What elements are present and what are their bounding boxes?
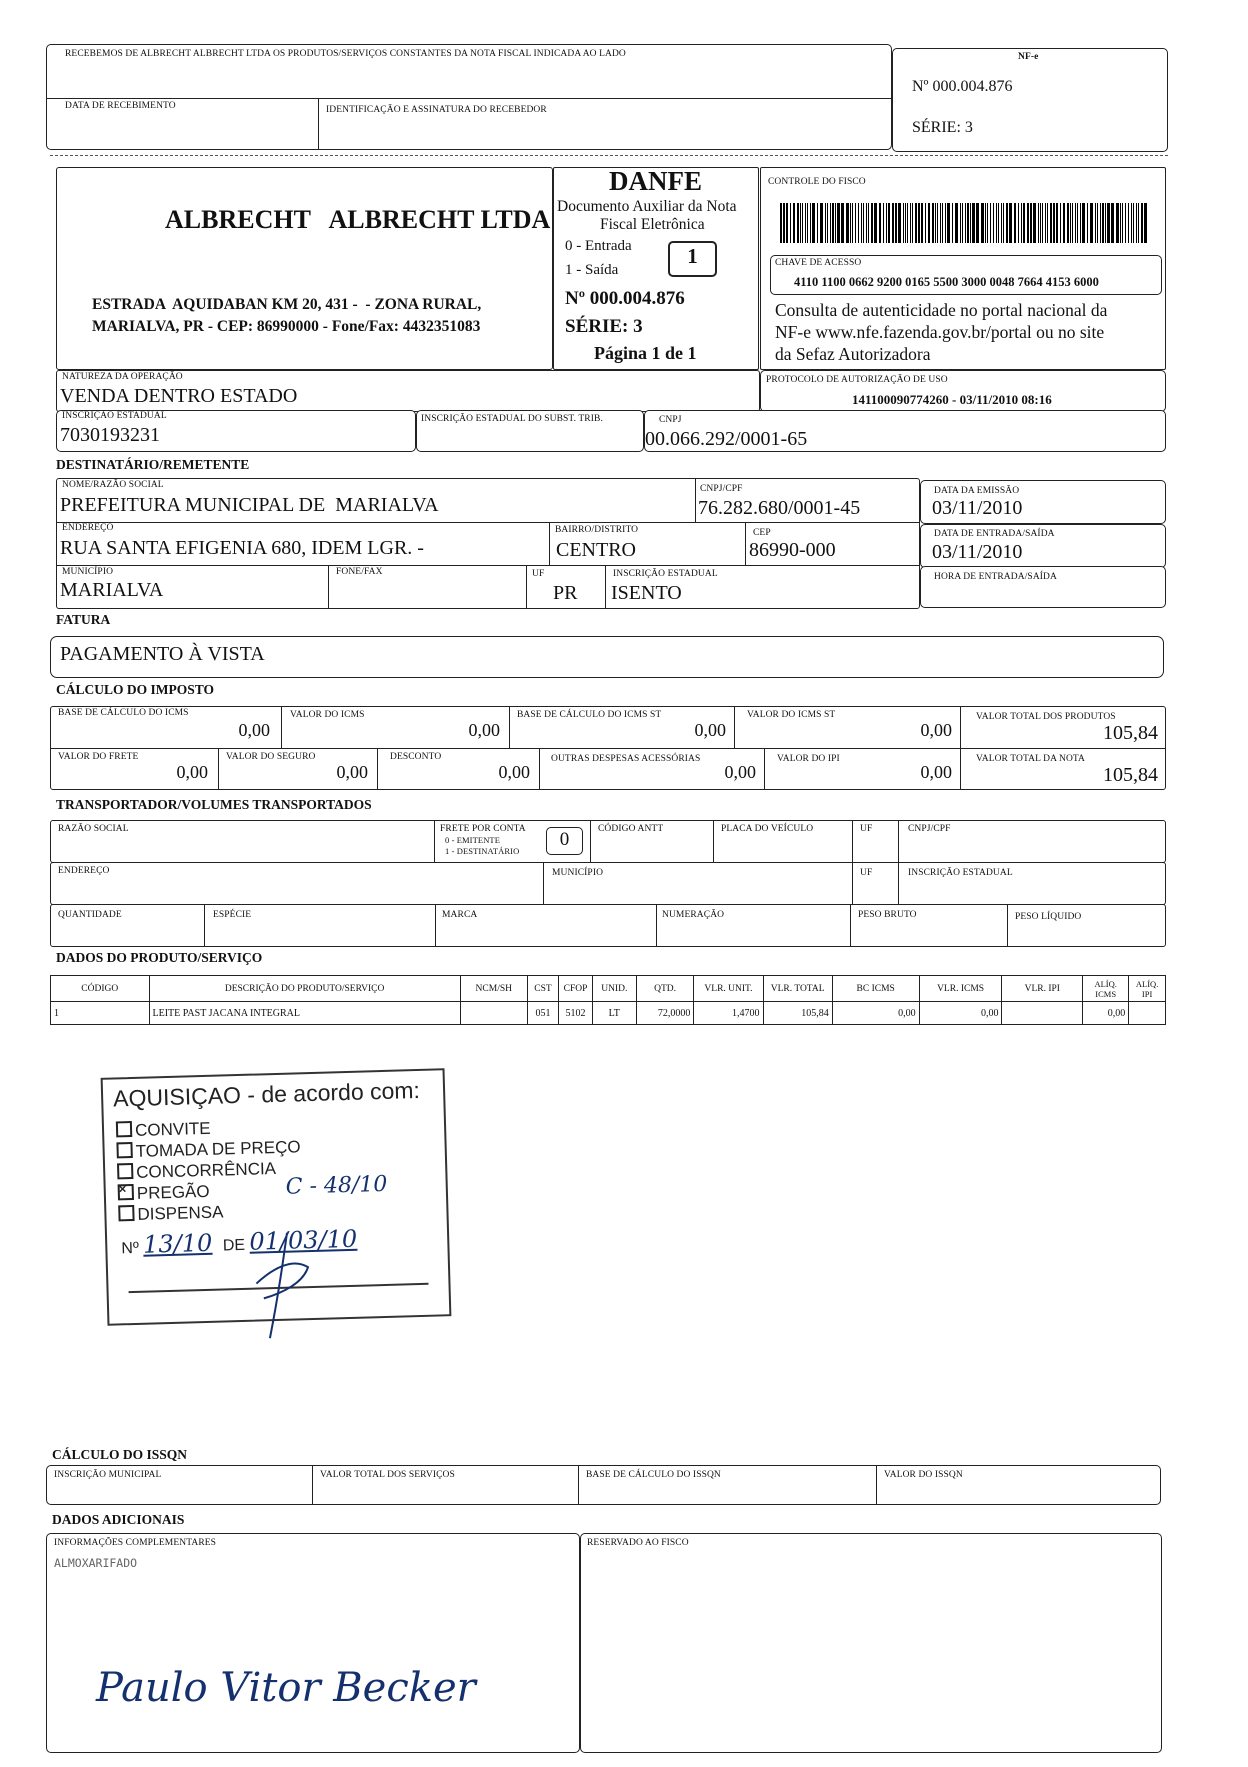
icms-base-value: 0,00	[238, 720, 270, 740]
stamp-number: 13/10	[142, 1228, 213, 1259]
recipient-ie-label: INSCRIÇÃO ESTADUAL	[613, 569, 718, 579]
access-key-label: CHAVE DE ACESSO	[775, 258, 862, 268]
issuer-address-2: MARIALVA, PR - CEP: 86990000 - Fone/Fax: 4432351083	[92, 318, 481, 335]
nfe-label: NF-e	[1018, 52, 1039, 62]
issue-date-value: 03/11/2010	[932, 497, 1023, 519]
total-products-label: VALOR TOTAL DOS PRODUTOS	[976, 712, 1116, 722]
checkbox-icon	[118, 1205, 134, 1221]
entry-exit-time-label: HORA DE ENTRADA/SAÍDA	[934, 572, 1057, 582]
antt-code-label: CÓDIGO ANTT	[598, 824, 664, 834]
products-header-row	[51, 976, 1166, 1002]
freight-label: VALOR DO FRETE	[58, 752, 139, 762]
carrier-city-label: MUNICÍPIO	[552, 868, 604, 878]
icms-st-value-value: 0,00	[920, 720, 952, 740]
other-expenses-label: OUTRAS DESPESAS ACESSÓRIAS	[551, 754, 701, 764]
issuer-ie-label: INSCRIÇÃO ESTADUAL	[62, 411, 167, 421]
checkbox-icon	[116, 1121, 132, 1137]
ipi-value-label: VALOR DO IPI	[777, 754, 840, 764]
issqn-section-title: CÁLCULO DO ISSQN	[52, 1447, 188, 1462]
carrier-cnpj-label: CNPJ/CPF	[908, 824, 951, 834]
recipient-uf-value: PR	[553, 582, 578, 604]
ipi-value-value: 0,00	[920, 762, 952, 782]
complementary-info-label: INFORMAÇÕES COMPLEMENTARES	[54, 1538, 217, 1548]
cell-icms: 0,00	[919, 1002, 1002, 1025]
access-key-value: 4110 1100 0662 9200 0165 5500 3000 0048 7664 4153 6000	[794, 275, 1099, 289]
col-header: VLR. UNIT.	[694, 976, 763, 1002]
authenticity-text-3: da Sefaz Autorizadora	[775, 344, 931, 364]
stamp-handwritten-ref: C - 48/10	[285, 1171, 388, 1200]
total-invoice-label: VALOR TOTAL DA NOTA	[976, 754, 1086, 764]
stamp-date: 01/03/10	[249, 1224, 358, 1256]
danfe-number: Nº 000.004.876	[565, 288, 685, 309]
recipient-address-value: RUA SANTA EFIGENIA 680, IDEM LGR. -	[60, 537, 424, 559]
recipient-uf-label: UF	[532, 569, 545, 579]
recipient-district-label: BAIRRO/DISTRITO	[555, 525, 639, 535]
municipal-registration-label: INSCRIÇÃO MUNICIPAL	[54, 1470, 162, 1480]
cell-bc-icms: 0,00	[832, 1002, 919, 1025]
icms-st-base-value: 0,00	[694, 720, 726, 740]
products-table	[50, 975, 1166, 1025]
recipient-address-label: ENDEREÇO	[62, 523, 114, 533]
freight-mode-opt0: 0 - EMITENTE	[445, 835, 501, 845]
authenticity-text-2: NF-e www.nfe.fazenda.gov.br/portal ou no site	[775, 322, 1105, 342]
cell-cst: 051	[527, 1002, 558, 1025]
checkbox-icon	[117, 1163, 133, 1179]
danfe-type-value: 1	[687, 244, 698, 268]
col-header: DESCRIÇÃO DO PRODUTO/SERVIÇO	[149, 976, 460, 1002]
table-row	[51, 1002, 1166, 1025]
issqn-value-label: VALOR DO ISSQN	[884, 1470, 963, 1480]
cell-qty: 72,0000	[636, 1002, 694, 1025]
recipient-cnpj-value: 76.282.680/0001-45	[698, 497, 861, 519]
carrier-name-label: RAZÃO SOCIAL	[58, 824, 129, 834]
entry-exit-date-value: 03/11/2010	[932, 541, 1023, 563]
issuer-box	[56, 167, 553, 370]
freight-value: 0,00	[176, 762, 208, 782]
stub-invoice-number: Nº 000.004.876	[912, 78, 1013, 95]
issue-date-label: DATA DA EMISSÃO	[934, 486, 1020, 496]
entry-exit-date-label: DATA DE ENTRADA/SAÍDA	[934, 529, 1055, 539]
stamp-option-concorrencia: CONCORRÊNCIA	[117, 1159, 276, 1183]
col-header: CST	[527, 976, 558, 1002]
icms-value-label: VALOR DO ICMS	[290, 710, 365, 720]
carrier-ie-label: INSCRIÇÃO ESTADUAL	[908, 868, 1013, 878]
stamp-option-convite: CONVITE	[116, 1119, 211, 1142]
recipient-cep-label: CEP	[753, 528, 771, 538]
cell-cfop: 5102	[559, 1002, 593, 1025]
col-header: NCM/SH	[460, 976, 527, 1002]
danfe-page-count: Página 1 de 1	[594, 343, 697, 363]
col-header: QTD.	[636, 976, 694, 1002]
net-weight-label: PESO LÍQUIDO	[1015, 912, 1082, 922]
stamp-option-dispensa: DISPENSA	[118, 1202, 224, 1225]
additional-section-title: DADOS ADICIONAIS	[52, 1512, 185, 1527]
recipient-cep-value: 86990-000	[749, 539, 836, 561]
issqn-base-label: BASE DE CÁLCULO DO ISSQN	[586, 1470, 721, 1480]
danfe-subtitle-1: Documento Auxiliar da Nota	[557, 198, 737, 215]
stamp-number-prefix: Nº	[121, 1239, 140, 1258]
authorization-protocol-value: 141100090774260 - 03/11/2010 08:16	[852, 392, 1052, 407]
cell-aliq-ipi	[1129, 1002, 1166, 1025]
stub-invoice-series: SÉRIE: 3	[912, 119, 973, 136]
issuer-ie-value: 7030193231	[60, 424, 160, 446]
recipient-city-label: MUNICÍPIO	[62, 567, 114, 577]
receiver-signature-label: IDENTIFICAÇÃO E ASSINATURA DO RECEBEDOR	[326, 105, 547, 115]
quantity-label: QUANTIDADE	[58, 910, 122, 920]
tax-section-title: CÁLCULO DO IMPOSTO	[56, 682, 215, 697]
authorization-protocol-label: PROTOCOLO DE AUTORIZAÇÃO DE USO	[766, 375, 948, 385]
danfe-saida: 1 - Saída	[565, 262, 619, 278]
col-header: UNID.	[592, 976, 636, 1002]
freight-mode-opt1: 1 - DESTINATÁRIO	[445, 846, 520, 856]
total-invoice-value: 105,84	[1103, 764, 1158, 786]
cell-aliq-icms: 0,00	[1083, 1002, 1129, 1025]
col-header: CÓDIGO	[51, 976, 150, 1002]
stamp-option-pregao: × PREGÃO	[118, 1181, 210, 1203]
cell-unit-price: 1,4700	[694, 1002, 763, 1025]
col-header: VLR. IPI	[1002, 976, 1083, 1002]
icms-value-value: 0,00	[468, 720, 500, 740]
danfe-title: DANFE	[609, 166, 702, 196]
issuer-ie-st-label: INSCRIÇÃO ESTADUAL DO SUBST. TRIB.	[421, 414, 603, 424]
cell-code: 1	[51, 1002, 150, 1025]
icms-base-label: BASE DE CÁLCULO DO ICMS	[58, 708, 189, 718]
other-expenses-value: 0,00	[724, 762, 756, 782]
col-header: VLR. TOTAL	[763, 976, 832, 1002]
total-products-value: 105,84	[1103, 722, 1158, 744]
stamp-title: AQUISIÇAO - de acordo com:	[112, 1076, 421, 1112]
issuer-address-1: ESTRADA AQUIDABAN KM 20, 431 - - ZONA RURAL,	[92, 296, 482, 313]
danfe-subtitle-2: Fiscal Eletrônica	[600, 216, 705, 233]
carrier-address-label: ENDEREÇO	[58, 866, 110, 876]
stamp-initials-signature	[247, 1222, 330, 1344]
operation-nature-value: VENDA DENTRO ESTADO	[60, 385, 298, 407]
cell-description: LEITE PAST JACANA INTEGRAL	[149, 1002, 460, 1025]
freight-mode-value: 0	[559, 829, 570, 850]
carrier-uf-label: UF	[860, 824, 873, 834]
issuer-cnpj-label: CNPJ	[659, 415, 682, 425]
col-header: ALÍQ. IPI	[1129, 976, 1166, 1002]
invoice-section-title: FATURA	[56, 612, 111, 627]
insurance-label: VALOR DO SEGURO	[226, 752, 316, 762]
carrier-uf2-label: UF	[860, 868, 873, 878]
cell-total: 105,84	[763, 1002, 832, 1025]
recipient-phone-label: FONE/FAX	[336, 567, 383, 577]
carrier-section-title: TRANSPORTADOR/VOLUMES TRANSPORTADOS	[56, 797, 372, 812]
services-total-label: VALOR TOTAL DOS SERVIÇOS	[320, 1470, 455, 1480]
receipt-stub	[46, 44, 892, 150]
brand-label: MARCA	[442, 910, 478, 920]
recipient-name-value: PREFEITURA MUNICIPAL DE MARIALVA	[60, 494, 439, 516]
insurance-value: 0,00	[336, 762, 368, 782]
reserved-fisco-label: RESERVADO AO FISCO	[587, 1538, 689, 1548]
cell-ipi	[1002, 1002, 1083, 1025]
discount-label: DESCONTO	[390, 752, 442, 762]
col-header: CFOP	[559, 976, 593, 1002]
cell-unit: LT	[592, 1002, 636, 1025]
recipient-ie-value: ISENTO	[611, 582, 682, 604]
recipient-district-value: CENTRO	[556, 539, 636, 561]
issuer-name: ALBRECHT ALBRECHT LTDA	[165, 205, 551, 234]
access-key-barcode	[780, 203, 1152, 243]
danfe-series: SÉRIE: 3	[565, 316, 643, 337]
checked-box-icon: ×	[118, 1184, 134, 1200]
authenticity-text-1: Consulta de autenticidade no portal nacional da	[775, 300, 1108, 320]
gross-weight-label: PESO BRUTO	[858, 910, 917, 920]
vehicle-plate-label: PLACA DO VEÍCULO	[721, 824, 814, 834]
species-label: ESPÉCIE	[213, 910, 252, 920]
icms-st-base-label: BASE DE CÁLCULO DO ICMS ST	[517, 710, 662, 720]
procurement-stamp	[101, 1068, 452, 1326]
stamp-date-label: DE	[222, 1236, 246, 1255]
issuer-cnpj-value: 00.066.292/0001-65	[645, 428, 808, 450]
discount-value: 0,00	[498, 762, 530, 782]
reserved-fisco-box	[580, 1533, 1162, 1753]
numbering-label: NUMERAÇÃO	[662, 910, 725, 920]
danfe-entrada: 0 - Entrada	[565, 238, 632, 254]
recipient-section-title: DESTINATÁRIO/REMETENTE	[56, 457, 250, 472]
receipt-text: RECEBEMOS DE ALBRECHT ALBRECHT LTDA OS PRODUTOS/SERVIÇOS CONSTANTES DA NOTA FISCAL INDICADA AO LADO	[65, 49, 626, 59]
col-header: VLR. ICMS	[919, 976, 1002, 1002]
products-section-title: DADOS DO PRODUTO/SERVIÇO	[56, 950, 263, 965]
freight-mode-label: FRETE POR CONTA	[440, 824, 526, 834]
payment-value: PAGAMENTO À VISTA	[60, 643, 265, 665]
col-header: ALÍQ. ICMS	[1083, 976, 1129, 1002]
stamp-option-tomada: TOMADA DE PREÇO	[116, 1137, 300, 1162]
checkbox-icon	[116, 1142, 132, 1158]
icms-st-value-label: VALOR DO ICMS ST	[747, 710, 836, 720]
cell-ncm	[460, 1002, 527, 1025]
receipt-date-label: DATA DE RECEBIMENTO	[65, 101, 176, 111]
recipient-cnpj-label: CNPJ/CPF	[700, 484, 743, 494]
recipient-city-value: MARIALVA	[60, 579, 164, 601]
complementary-info-value: ALMOXARIFADO	[54, 1556, 138, 1570]
operation-nature-label: NATUREZA DA OPERAÇÃO	[62, 372, 183, 382]
col-header: BC ICMS	[832, 976, 919, 1002]
fisco-control-label: CONTROLE DO FISCO	[768, 177, 866, 187]
recipient-name-label: NOME/RAZÃO SOCIAL	[62, 480, 164, 490]
handwritten-signature: Paulo Vitor Becker	[96, 1665, 476, 1711]
